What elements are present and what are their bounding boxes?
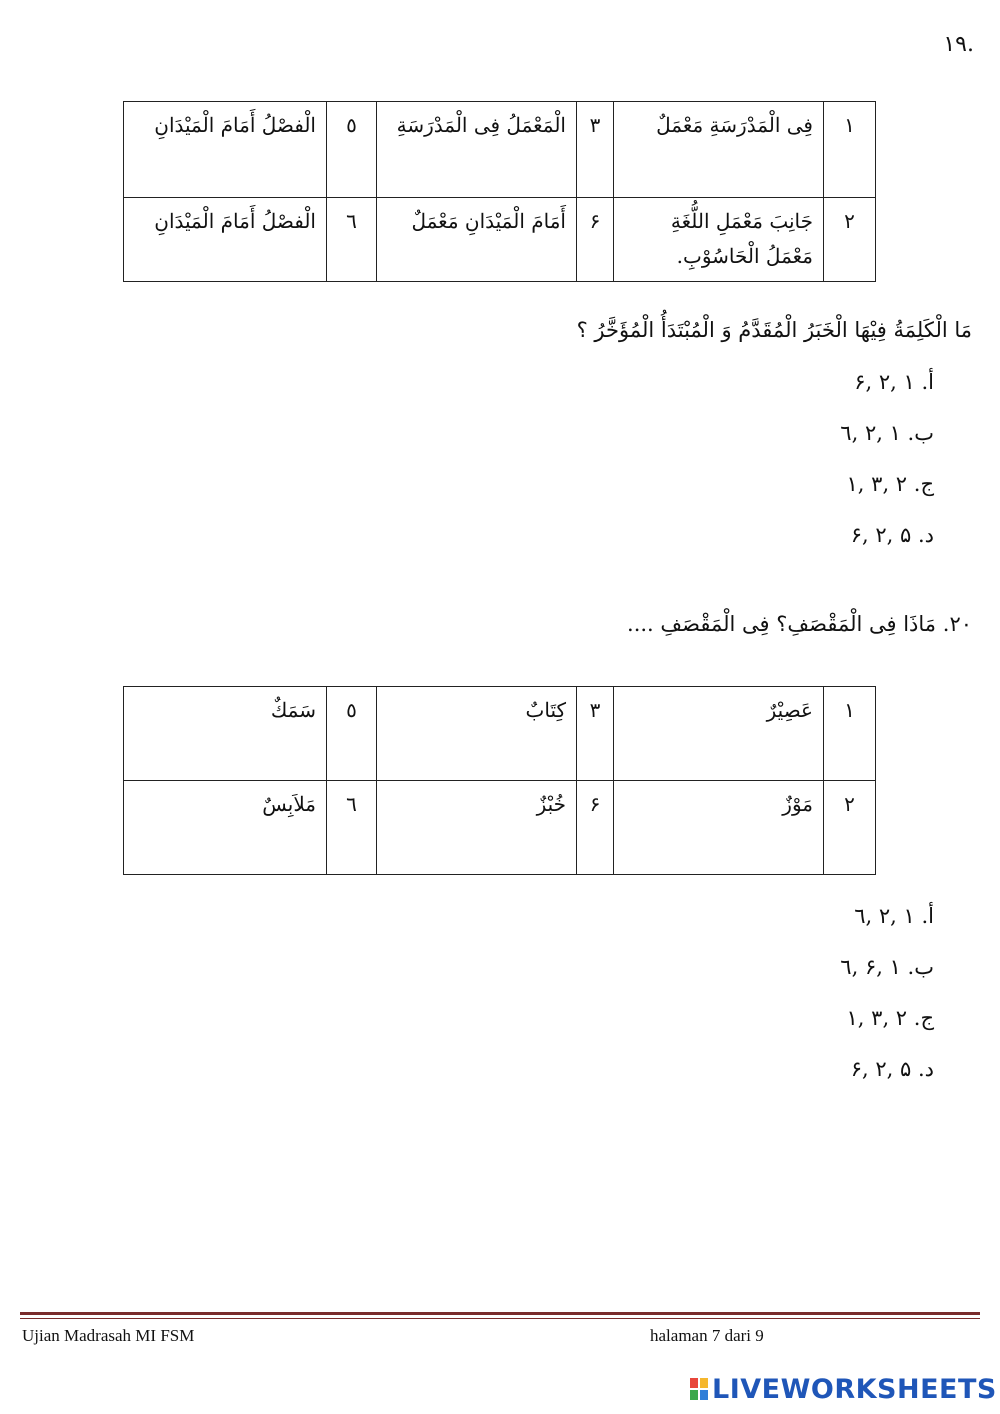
cell-text: مَلاَبِسٌ <box>124 781 327 875</box>
footer-divider <box>20 1312 980 1315</box>
cell-number: ٥ <box>327 687 377 781</box>
cell-number: ٢ <box>824 198 876 282</box>
question-19-text: مَا الْكَلِمَةُ فِيْهَا الْخَبَرُ الْمُقَدَّمُ وَ الْمُبْتَدَأُ الْمُؤَخَّرُ ؟ <box>576 318 972 342</box>
cell-number: ١ <box>824 102 876 198</box>
liveworksheets-wordmark: LIVEWORKSHEETS <box>712 1374 997 1405</box>
cell-number: ١ <box>824 687 876 781</box>
option-value: ٢ ,٣ ,١ <box>846 1006 908 1030</box>
liveworksheets-icon <box>690 1378 710 1402</box>
option-b[interactable] <box>840 942 934 993</box>
table-row <box>124 781 876 875</box>
option-label: د. <box>917 523 934 547</box>
cell-number: ٢ <box>824 781 876 875</box>
cell-number: ٣ <box>577 687 614 781</box>
cell-number: ٦ <box>327 781 377 875</box>
cell-text: كِتَابٌ <box>377 687 577 781</box>
question-20-table <box>123 686 876 875</box>
option-value: ١ ,٢ ,۶ <box>854 370 915 394</box>
cell-number: ٥ <box>327 102 377 198</box>
footer-exam-title: Ujian Madrasah MI FSM <box>22 1326 195 1345</box>
cell-text: فِى الْمَدْرَسَةِ مَعْمَلٌ <box>614 102 824 198</box>
option-label: د. <box>917 1057 934 1081</box>
option-c[interactable] <box>840 993 934 1044</box>
option-b[interactable] <box>840 408 934 459</box>
option-label: ب. <box>907 421 934 445</box>
option-value: ١ ,٢ ,٦ <box>854 904 915 928</box>
cell-text: الْمَعْمَلُ فِى الْمَدْرَسَةِ <box>377 102 577 198</box>
option-d[interactable] <box>840 510 934 561</box>
option-value: ۵ ,٢ ,۶ <box>850 523 912 547</box>
question-19-options <box>840 357 934 561</box>
table-row <box>124 102 876 198</box>
footer-divider-thin <box>20 1318 980 1319</box>
question-20-options <box>840 891 934 1095</box>
cell-number: ۶ <box>577 198 614 282</box>
cell-number: ٦ <box>327 198 377 282</box>
question-20-number: ٢٠. <box>942 612 972 636</box>
table-row <box>124 687 876 781</box>
option-c[interactable] <box>840 459 934 510</box>
option-label: ب. <box>907 955 934 979</box>
cell-text: سَمَكٌ <box>124 687 327 781</box>
cell-text: الْفصْلُ أَمَامَ الْمَيْدَانِ <box>124 102 327 198</box>
cell-number: ۶ <box>577 781 614 875</box>
option-label: أ. <box>921 370 934 394</box>
option-value: ۵ ,٢ ,۶ <box>850 1057 912 1081</box>
question-19-number: .١٩ <box>943 32 974 57</box>
option-value: ١ ,٢ ,٦ <box>840 421 901 445</box>
option-label: أ. <box>921 904 934 928</box>
option-value: ١ ,۶ ,٦ <box>840 955 901 979</box>
option-label: ج. <box>913 1006 934 1030</box>
cell-text: مَوْزٌ <box>614 781 824 875</box>
cell-text: جَانِبَ مَعْمَلِ اللُّغَةِ مَعْمَلُ الْحَاسُوْبِ. <box>614 198 824 282</box>
option-a[interactable] <box>840 357 934 408</box>
option-value: ٢ ,٣ ,١ <box>846 472 908 496</box>
cell-text: الْفصْلُ أَمَامَ الْمَيْدَانِ <box>124 198 327 282</box>
cell-text: عَصِيْرٌ <box>614 687 824 781</box>
option-a[interactable] <box>840 891 934 942</box>
liveworksheets-logo[interactable] <box>690 1374 997 1405</box>
table-row <box>124 198 876 282</box>
cell-text: خُبْزٌ <box>377 781 577 875</box>
question-20-text <box>627 612 972 636</box>
cell-text: أَمَامَ الْمَيْدَانِ مَعْمَلٌ <box>377 198 577 282</box>
option-d[interactable] <box>840 1044 934 1095</box>
question-20-prompt: مَاذَا فِى الْمَقْصَفِ؟ فِى الْمَقْصَفِ .... <box>627 612 937 636</box>
option-label: ج. <box>913 472 934 496</box>
question-19-table <box>123 101 876 282</box>
cell-number: ٣ <box>577 102 614 198</box>
footer-page-number: halaman 7 dari 9 <box>650 1326 764 1345</box>
